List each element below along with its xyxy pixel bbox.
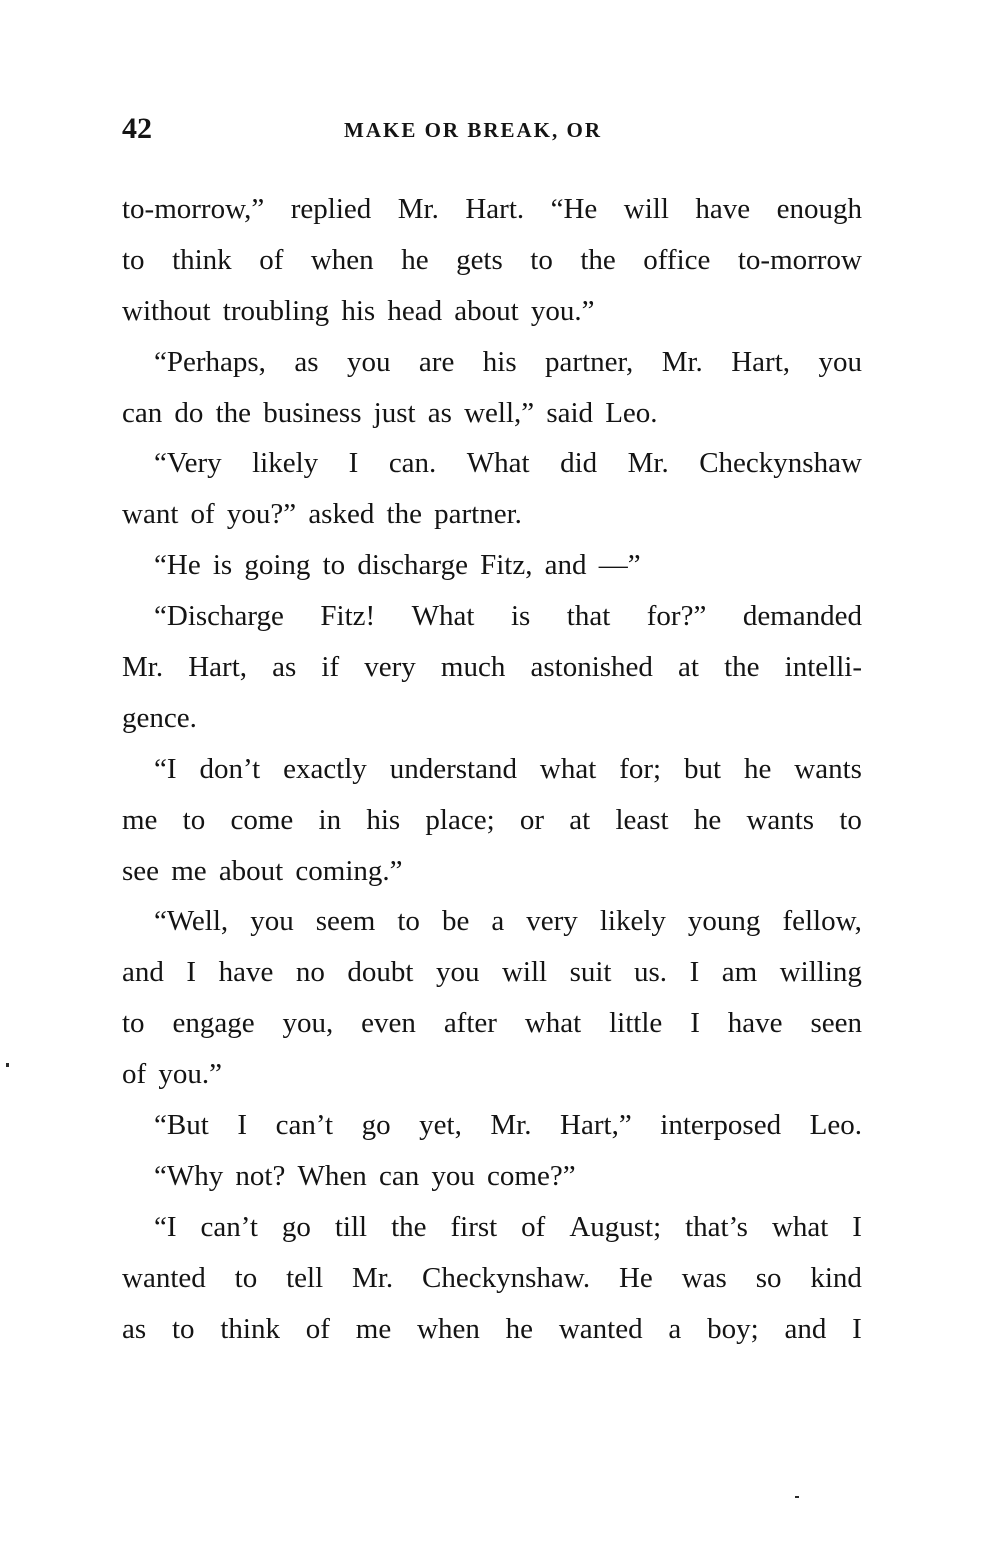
word: his <box>366 803 401 836</box>
word: or <box>519 803 545 836</box>
text-line <box>122 1304 862 1355</box>
word: partner, <box>545 345 634 378</box>
word: I <box>348 447 359 480</box>
word: even <box>361 1007 416 1040</box>
word: demanded <box>742 600 862 633</box>
text-line <box>122 184 862 235</box>
word: was <box>681 1261 727 1294</box>
word: is <box>510 600 531 633</box>
word: that’s <box>685 1210 748 1243</box>
word: you, <box>282 1007 334 1040</box>
word: that <box>566 600 611 633</box>
word: to <box>234 1261 258 1294</box>
word: don’t <box>199 752 261 785</box>
word: me <box>122 803 158 836</box>
word: am <box>721 956 758 989</box>
word: of <box>521 1210 546 1243</box>
word: I <box>689 956 700 989</box>
word: in <box>318 803 342 836</box>
word: what <box>524 1007 582 1040</box>
word: to <box>182 803 206 836</box>
word: to-morrow <box>737 243 862 276</box>
text-line <box>122 489 862 540</box>
word: his <box>341 294 376 327</box>
word: but <box>684 752 722 785</box>
word: Leo. <box>809 1109 862 1142</box>
word: “He <box>154 549 201 582</box>
text-line <box>122 896 862 947</box>
text-line <box>122 235 862 286</box>
word: wanted <box>122 1261 206 1294</box>
word: about <box>454 294 519 327</box>
word: when <box>310 243 374 276</box>
word: troubling <box>222 294 330 327</box>
word: do <box>174 396 204 429</box>
word: wants <box>746 803 815 836</box>
text-line <box>122 540 862 591</box>
word: can’t <box>275 1109 334 1142</box>
word: a <box>668 1312 682 1345</box>
word: I <box>690 1007 700 1040</box>
word: “Very <box>154 447 222 480</box>
word: a <box>491 905 505 938</box>
word: Mr. <box>397 193 439 225</box>
word: as <box>272 651 297 684</box>
word: as <box>122 1312 147 1345</box>
word: engage <box>172 1007 255 1040</box>
word: “Well, <box>154 905 229 938</box>
word: interposed <box>660 1109 782 1142</box>
word: Mr. <box>490 1109 532 1142</box>
word: I <box>186 956 197 989</box>
text-line <box>122 286 862 337</box>
word: Leo. <box>605 396 658 429</box>
word: exactly <box>283 752 367 785</box>
word: very <box>364 651 416 684</box>
word: can. <box>388 447 437 480</box>
word: want <box>122 498 179 531</box>
word: little <box>609 1007 663 1040</box>
text-line <box>122 337 862 388</box>
word: without <box>122 294 211 327</box>
word: I <box>852 1210 862 1243</box>
word: much <box>440 651 506 684</box>
word: is <box>212 549 233 582</box>
word: said <box>546 396 594 429</box>
word: what <box>771 1210 829 1243</box>
word: the <box>391 1210 427 1243</box>
word: and <box>784 1312 827 1345</box>
word: willing <box>779 956 862 989</box>
word: what <box>539 752 597 785</box>
word: to <box>122 243 145 276</box>
word: August; <box>569 1210 662 1243</box>
word: coming.” <box>295 854 403 887</box>
word: going <box>244 549 311 582</box>
word: he <box>743 752 772 785</box>
word: you <box>431 1159 475 1192</box>
word: I <box>237 1109 248 1142</box>
word: be <box>441 905 470 938</box>
word: think <box>220 1312 280 1345</box>
text-line <box>122 846 862 897</box>
word: Hart. <box>465 193 525 225</box>
word: can <box>378 1159 420 1192</box>
word: yet, <box>419 1109 462 1142</box>
word: What <box>466 447 530 480</box>
word: “Perhaps, <box>154 345 266 378</box>
word: When <box>297 1159 367 1192</box>
word: come <box>230 803 294 836</box>
word: wants <box>794 752 862 785</box>
word: the <box>724 651 760 684</box>
word: Hart,” <box>560 1109 632 1142</box>
word: his <box>482 345 517 378</box>
page-number: 42 <box>122 112 152 145</box>
word: and <box>544 549 587 582</box>
word: of <box>190 498 215 531</box>
word: Mr. <box>352 1261 394 1294</box>
word: to <box>171 1312 195 1345</box>
word: the <box>386 498 422 531</box>
body-text <box>122 184 862 1354</box>
word: likely <box>252 447 319 480</box>
word: fellow, <box>782 905 862 938</box>
word: likely <box>599 905 666 938</box>
word: office <box>643 243 711 276</box>
word: go <box>361 1109 391 1142</box>
word: no <box>295 956 325 989</box>
word: business <box>263 396 362 429</box>
word: to <box>397 905 420 938</box>
word: have <box>695 193 751 225</box>
word: he <box>505 1312 534 1345</box>
word: Hart, <box>188 651 247 684</box>
word: of <box>259 243 284 276</box>
word: of <box>122 1058 147 1091</box>
word: of <box>305 1312 330 1345</box>
word: he <box>693 803 722 836</box>
word: seen <box>810 1007 862 1040</box>
text-line <box>122 1151 862 1202</box>
word: asked <box>308 498 375 531</box>
word: think <box>172 243 232 276</box>
word: “I <box>154 752 177 785</box>
word: can’t <box>200 1210 258 1243</box>
word: Hart, <box>731 345 791 378</box>
text-line <box>122 795 862 846</box>
word: as <box>294 345 319 378</box>
word: at <box>569 803 591 836</box>
word: you.” <box>530 294 595 327</box>
word: he <box>401 243 429 276</box>
text-line <box>122 1049 862 1100</box>
word: to-morrow,” <box>122 193 265 225</box>
word: will <box>501 956 548 989</box>
word: us. <box>634 956 668 989</box>
word: you <box>818 345 862 378</box>
word: tell <box>286 1261 324 1294</box>
text-line <box>122 1253 862 1304</box>
text-line <box>122 642 862 693</box>
word: least <box>615 803 669 836</box>
word: He <box>618 1261 653 1294</box>
word: just <box>373 396 416 429</box>
word: to <box>530 243 553 276</box>
word: understand <box>389 752 517 785</box>
text-line <box>122 744 862 795</box>
word: as <box>427 396 452 429</box>
word: you <box>435 956 480 989</box>
word: gets <box>456 243 503 276</box>
word: young <box>687 905 761 938</box>
text-line <box>122 1100 862 1151</box>
word: boy; <box>707 1312 759 1345</box>
word: after <box>443 1007 497 1040</box>
word: I <box>852 1312 862 1345</box>
word: come?” <box>487 1159 576 1192</box>
word: place; <box>425 803 495 836</box>
word: you?” <box>226 498 297 531</box>
text-line <box>122 1202 862 1253</box>
word: suit <box>569 956 612 989</box>
word: and <box>122 956 164 989</box>
word: not? <box>235 1159 286 1192</box>
word: intelli- <box>784 651 862 684</box>
word: “He <box>550 193 598 225</box>
word: Fitz! <box>320 600 376 633</box>
word: seem <box>315 905 376 938</box>
word: me <box>171 854 207 887</box>
word: “I <box>154 1210 177 1243</box>
word: “Why <box>154 1159 224 1192</box>
word: you <box>346 345 391 378</box>
word: about <box>218 854 284 887</box>
scan-speck <box>6 1063 9 1067</box>
word: doubt <box>347 956 414 989</box>
text-line <box>122 438 862 489</box>
text-line <box>122 947 862 998</box>
word: me <box>355 1312 392 1345</box>
word: enough <box>776 193 862 225</box>
word: if <box>321 651 340 684</box>
word: “Discharge <box>154 600 284 633</box>
word: so <box>755 1261 782 1294</box>
word: have <box>218 956 274 989</box>
word: will <box>623 193 669 225</box>
word: What <box>411 600 475 633</box>
text-line <box>122 388 862 439</box>
word: you <box>250 905 294 938</box>
word: discharge <box>357 549 468 582</box>
word: well,” <box>464 396 535 429</box>
word: when <box>417 1312 480 1345</box>
word: can <box>122 396 163 429</box>
word: head <box>387 294 443 327</box>
word: Checkynshaw. <box>422 1261 591 1294</box>
word: are <box>418 345 455 378</box>
word: to <box>322 549 346 582</box>
word: Mr. <box>627 447 669 480</box>
word: replied <box>290 193 372 225</box>
word: Mr. <box>661 345 703 378</box>
word: astonished <box>530 651 653 684</box>
word: for; <box>619 752 662 785</box>
word: to <box>839 803 862 836</box>
word: Checkynshaw <box>699 447 862 480</box>
word: —” <box>598 549 641 582</box>
word: kind <box>810 1261 862 1294</box>
word: the <box>580 243 616 276</box>
word: wanted <box>558 1312 643 1345</box>
word: at <box>678 651 699 684</box>
word: Mr. <box>122 651 164 684</box>
word: did <box>560 447 598 480</box>
word: you.” <box>158 1058 222 1091</box>
word: go <box>281 1210 311 1243</box>
word: Fitz, <box>480 549 533 582</box>
word: “But <box>154 1109 209 1142</box>
running-head: MAKE OR BREAK, OR <box>344 118 603 142</box>
word: first <box>450 1210 498 1243</box>
text-line <box>122 693 862 744</box>
text-line <box>122 998 862 1049</box>
word: very <box>526 905 578 938</box>
word: have <box>727 1007 783 1040</box>
word: see <box>122 854 160 887</box>
word: gence. <box>122 701 197 734</box>
word: to <box>122 1007 145 1040</box>
word: till <box>334 1210 368 1243</box>
word: partner. <box>434 498 522 531</box>
word: the <box>215 396 252 429</box>
scan-speck <box>795 1496 799 1498</box>
text-line <box>122 591 862 642</box>
word: for?” <box>646 600 707 633</box>
